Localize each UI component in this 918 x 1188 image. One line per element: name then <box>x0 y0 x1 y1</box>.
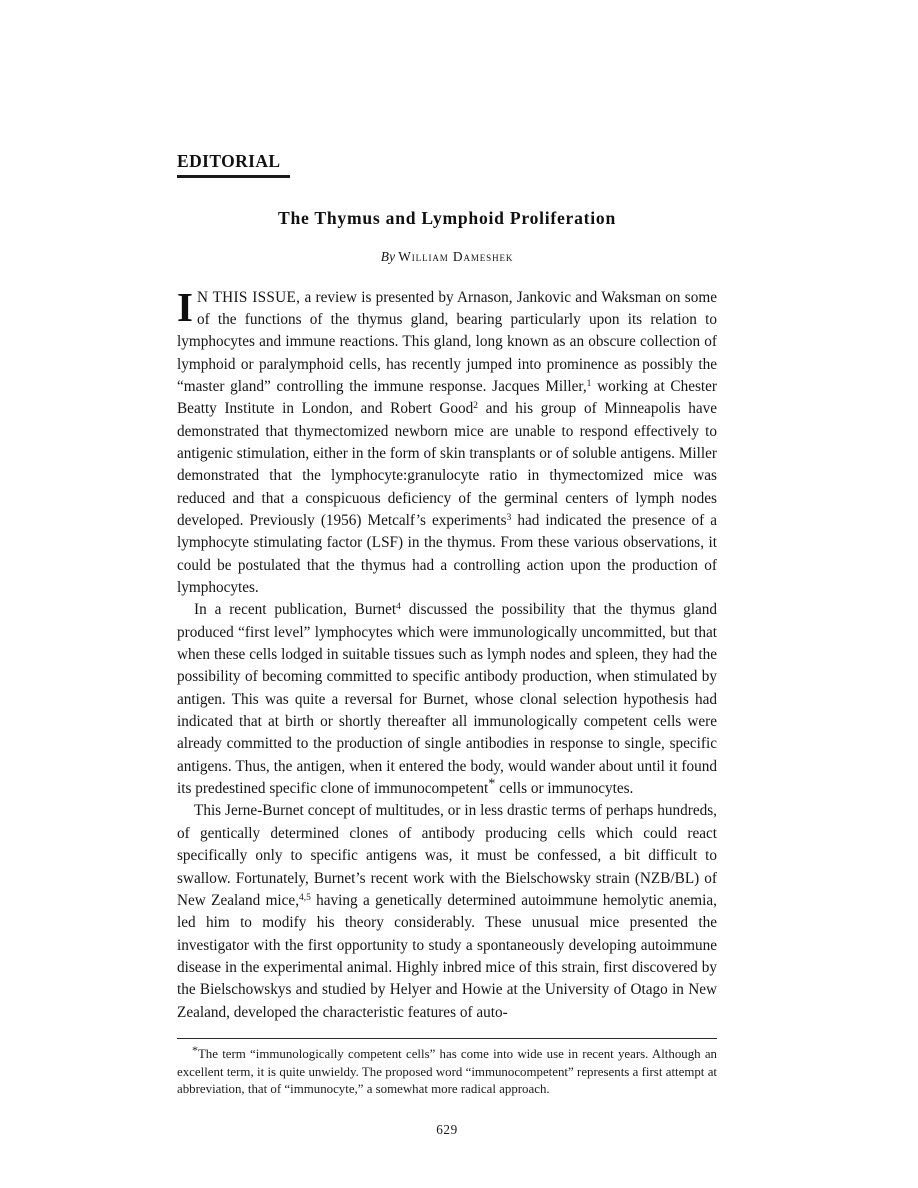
footnote-block <box>177 1042 717 1099</box>
reference-marker-3: 3 <box>506 513 512 524</box>
paragraph-1-text-c: and his group of Minneapolis have demonstrated that thymectomized newborn mice are unable to respond effectively to antigenic stimulation, either in the form of skin transplants or of soluble antigens. Miller demonstrated that the lymphocyte:granulocyte ratio in thymectomized mice was reduced and that a conspicuous deficiency of the germinal centers of lymph nodes developed. Previously (1956) Metcalf’s experiments <box>177 400 717 529</box>
footnote-reference-asterisk: * <box>488 775 496 792</box>
footnote-indent-spacer <box>177 1047 192 1061</box>
footnote-marker-asterisk: * <box>192 1042 198 1057</box>
paragraph-1-lead-caps: N THIS ISSUE, <box>196 288 301 306</box>
paragraph-2 <box>177 599 717 800</box>
paragraph-3-text-b: having a genetically determined autoimmune hemolytic anemia, led him to modify his theory considerably. These unusual mice presented the investigator with the first opportunity to study a spontaneously developing autoimmune disease in the experimental animal. Highly inbred mice of this strain, first discovered by the Bielschowskys and studied by Helyer and Howie at the University of Otago in New Zealand, developed the characteristic features of auto- <box>177 891 717 1021</box>
paragraph-1-text-a: a review is presented by Arnason, Jankovic and Waksman on some of the functions of the thymus gland, bearing particularly upon its relation to lymphocytes and immune reactions. This gland, long known as an obscure collection of lymphoid or paralymphoid cells, has recently jumped into prominence as possibly the “master gland” controlling the immune response. Jacques Miller, <box>177 288 717 395</box>
paragraph-3 <box>177 800 717 1023</box>
kicker-underline-rule <box>177 175 290 178</box>
article-body <box>177 283 717 1024</box>
byline <box>177 249 717 265</box>
page-number-folio: 629 <box>436 1121 458 1137</box>
reference-marker-2: 2 <box>473 401 478 412</box>
paragraph-2-text-a: In a recent publication, Burnet <box>194 601 397 619</box>
reference-marker-4: 4 <box>396 602 401 613</box>
paragraph-2-text-b: discussed the possibility that the thymus gland produced “first level” lymphocytes which were immunologically uncommitted, but that when these cells lodged in suitable tissues such as lymph nodes and spleen, they had the possibility of becoming committed to specific antibody production, when stimulated by antigen. This was quite a reversal for Burnet, whose clonal selection hypothesis had indicated that at birth or shortly thereafter all immunologically competent cells were already committed to the production of single antibodies in response to single, specific antigens. Thus, the antigen, when it entered the body, would wander about until it found its predestined specific clone of immunocompetent <box>177 601 717 798</box>
paragraph-1-text-d: had indicated the presence of a lymphocyte stimulating factor (LSF) in the thymus. From these various observations, it could be postulated that the thymus had a controlling action upon the production of lymphocytes. <box>177 512 717 597</box>
reference-marker-1: 1 <box>586 379 592 390</box>
footnote-separator-rule <box>177 1038 717 1039</box>
footnote-text: The term “immunologically competent cells” has come into wide use in recent years. Although an excellent term, it is quite unwieldy. The proposed word “immunocompetent” represents a first attempt at abbreviation, that of “immunocyte,” a somewhat more radical approach. <box>177 1046 717 1097</box>
paragraph-3-text-a: This Jerne-Burnet concept of multitudes, or in less drastic terms of perhaps hundreds, of gentically determined clones of antibody producing cells which could react specifically only to specific antigens was, it must be confessed, a bit difficult to swallow. Fortunately, Burnet’s recent work with the Bielschowsky strain (NZB/BL) of New Zealand mice, <box>177 802 717 909</box>
section-kicker: EDITORIAL <box>177 151 281 171</box>
editorial-kicker-block <box>177 152 717 178</box>
byline-author: William Dameshek <box>398 249 514 265</box>
drop-cap-letter: I <box>177 283 193 330</box>
byline-by-word: By <box>380 249 396 265</box>
reference-marker-4-5: 4,5 <box>299 892 311 903</box>
paragraph-1-text-b: working at Chester Beatty Institute in London, and Robert Good <box>177 377 717 418</box>
page-content <box>177 152 717 1138</box>
paragraph-2-text-c: cells or immunocytes. <box>495 780 634 798</box>
article-title: The Thymus and Lymphoid Proliferation <box>278 208 616 229</box>
paragraph-1 <box>177 283 717 600</box>
